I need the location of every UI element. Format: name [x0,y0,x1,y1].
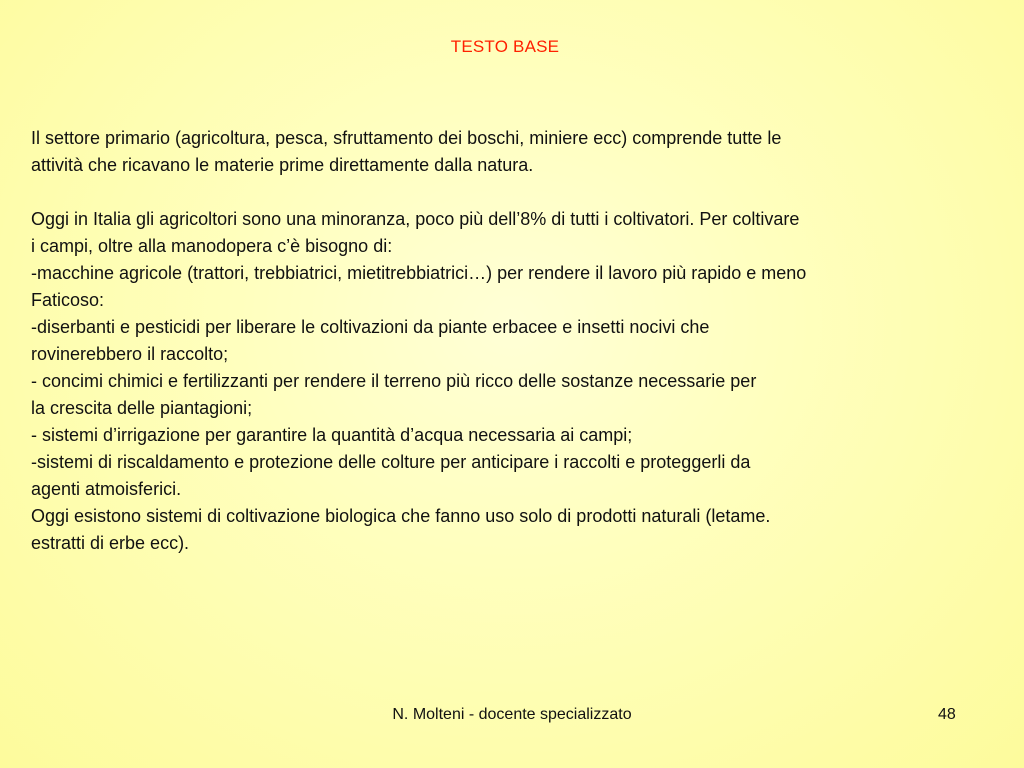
body-line: Faticoso: [31,290,105,310]
body-line: agenti atmoisferici. [31,479,182,499]
footer-author: N. Molteni - docente specializzato [392,706,632,723]
body-line: estratti di erbe ecc). [31,533,190,553]
body-line: i campi, oltre alla manodopera c’è bisogno di: [31,236,393,256]
slide-page-number: 48 [938,706,956,723]
paragraph-settore-primario [31,125,1016,179]
body-line: rovinerebbero il raccolto; [31,344,229,364]
list-item-irrigazione: - sistemi d’irrigazione per garantire la quantità d’acqua necessaria ai campi; [31,425,633,445]
body-line: Oggi esistono sistemi di coltivazione biologica che fanno uso solo di prodotti naturali (letame. [31,506,771,526]
paragraph-gap [31,179,1016,206]
paragraph-agricoltori [31,206,1016,557]
slide-title: TESTO BASE [450,37,560,56]
body-line: attività che ricavano le materie prime direttamente dalla natura. [31,155,534,175]
slide-body [31,125,1016,557]
list-item-diserbanti: -diserbanti e pesticidi per liberare le coltivazioni da piante erbacee e insetti nocivi che [31,317,710,337]
list-item-macchine: -macchine agricole (trattori, trebbiatrici, mietitrebbiatrici…) per rendere il lavoro più rapido e meno [31,263,807,283]
list-item-concimi: - concimi chimici e fertilizzanti per rendere il terreno più ricco delle sostanze necessarie per [31,371,757,391]
body-line: Oggi in Italia gli agricoltori sono una minoranza, poco più dell’8% di tutti i coltivatori. Per coltivare [31,209,800,229]
list-item-riscaldamento: -sistemi di riscaldamento e protezione delle colture per anticipare i raccolti e proteggerli da [31,452,751,472]
body-line: Il settore primario (agricoltura, pesca, sfruttamento dei boschi, miniere ecc) comprende tutte le [31,128,782,148]
body-line: la crescita delle piantagioni; [31,398,253,418]
